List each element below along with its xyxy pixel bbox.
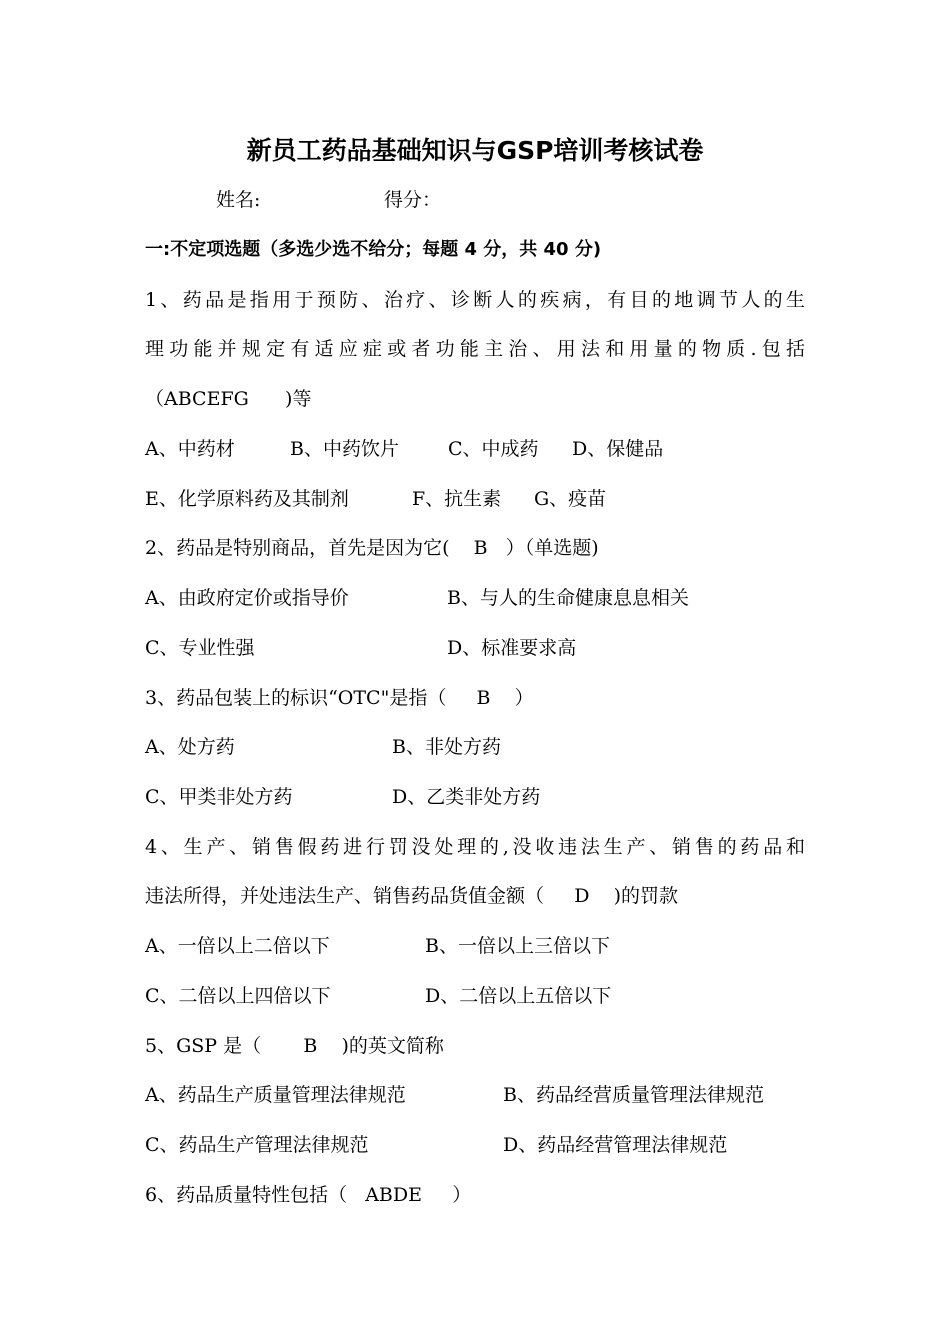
q1-option-f: F、抗生素	[412, 488, 502, 510]
q1-option-c: C、中成药	[448, 438, 539, 460]
question-4-line-1: 4、生产、销售假药进行罚没处理的,没收违法生产、销售的药品和	[145, 836, 805, 858]
q4-option-d: D、二倍以上五倍以下	[425, 985, 612, 1007]
q4-option-c: C、二倍以上四倍以下	[145, 985, 331, 1007]
q3-option-b: B、非处方药	[392, 736, 501, 758]
q5-option-d: D、药品经营管理法律规范	[503, 1134, 728, 1156]
question-6-stem: 6、药品质量特性包括（ ABDE ）	[145, 1184, 472, 1206]
question-1-line-1: 1、药品是指用于预防、治疗、诊断人的疾病，有目的地调节人的生	[145, 289, 805, 311]
q1-option-e: E、化学原料药及其制剂	[145, 488, 349, 510]
section-heading: 一:不定项选题（多选少选不给分；每题 4 分，共 40 分)	[145, 239, 602, 260]
q4-option-b: B、一倍以上三倍以下	[425, 935, 610, 957]
q5-option-c: C、药品生产管理法律规范	[145, 1134, 369, 1156]
exam-title: 新员工药品基础知识与GSP培训考核试卷	[246, 136, 704, 165]
question-5-stem: 5、GSP 是（ B )的英文简称	[145, 1035, 444, 1057]
q2-option-b: B、与人的生命健康息息相关	[447, 587, 689, 609]
q3-option-d: D、乙类非处方药	[392, 786, 541, 808]
q5-option-b: B、药品经营质量管理法律规范	[503, 1084, 764, 1106]
q2-option-a: A、由政府定价或指导价	[145, 587, 349, 609]
q1-option-a: A、中药材	[145, 438, 235, 460]
q1-option-b: B、中药饮片	[290, 438, 399, 460]
question-1-line-2: 理功能并规定有适应症或者功能主治、用法和用量的物质.包括	[145, 338, 805, 360]
q5-option-a: A、药品生产质量管理法律规范	[145, 1084, 406, 1106]
question-1-line-3: （ABCEFG )等	[145, 388, 312, 410]
q1-option-d: D、保健品	[572, 438, 664, 460]
question-4-line-2: 违法所得，并处违法生产、销售药品货值金额（ D )的罚款	[145, 885, 679, 907]
q1-option-g: G、疫苗	[534, 488, 607, 510]
question-2-stem: 2、药品是特别商品，首先是因为它( B ）（单选题)	[145, 537, 599, 559]
score-label: 得分：	[384, 189, 442, 211]
q4-option-a: A、一倍以上二倍以下	[145, 935, 330, 957]
q3-option-c: C、甲类非处方药	[145, 786, 293, 808]
q2-option-c: C、专业性强	[145, 637, 255, 659]
name-label: 姓名:	[216, 189, 261, 211]
q3-option-a: A、处方药	[145, 736, 235, 758]
question-3-stem: 3、药品包装上的标识“OTC"是指（ B ）	[145, 687, 534, 709]
q2-option-d: D、标准要求高	[447, 637, 577, 659]
